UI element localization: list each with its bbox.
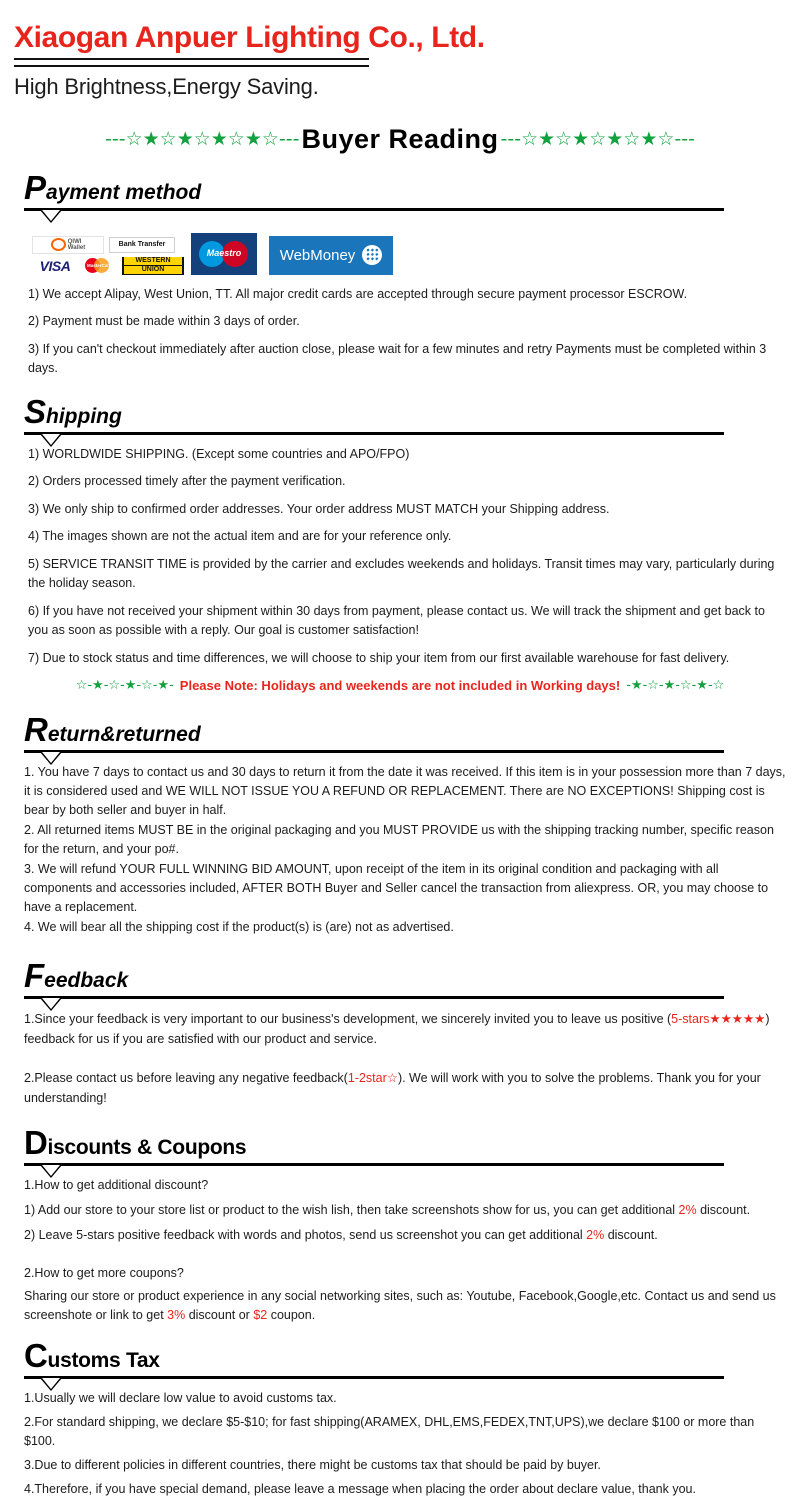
payment-logo-grid [32, 236, 184, 275]
one-star-outline-icon: ☆ [386, 1070, 398, 1085]
discounts-d1-before: 1) Add our store to your store list or product to the wish lish, then take screenshots show for us, you can get additional [24, 1203, 679, 1217]
western-union-line1: WESTERN [124, 257, 182, 265]
discounts-heading-rest: iscounts & Coupons [47, 1136, 247, 1159]
feedback-p2-after: ). We will work with you to solve the problems. Thank you for your understanding! [24, 1071, 761, 1105]
payment-line-3: 3) If you can't checkout immediately after auction close, please wait for a few minutes and retry Payments must be completed within 3 days. [28, 341, 767, 375]
buyer-reading-banner [14, 124, 786, 155]
discounts-d2-percent: 2% [586, 1228, 605, 1242]
discounts-heading-label [24, 1126, 246, 1165]
feedback-heading-label [24, 959, 128, 998]
section-feedback [14, 957, 786, 1108]
discounts-question-1: 1.How to get additional discount? [24, 1178, 209, 1192]
visa-logo: VISA [32, 257, 78, 274]
returns-heading-label [24, 713, 201, 752]
feedback-heading-notch-icon [40, 998, 62, 1011]
discounts-d1-percent: 2% [678, 1203, 697, 1217]
header-double-rule [14, 58, 369, 67]
section-payment-method [14, 168, 786, 379]
discounts-heading-rule [24, 1163, 724, 1166]
payment-heading-rest: ayment method [46, 180, 202, 204]
shipping-line-1: 1) WORLDWIDE SHIPPING. (Except some countries and APO/FPO) [28, 446, 410, 461]
note-stars-left-icon: ☆-★-☆-★-☆-★- [75, 678, 174, 693]
returns-line-4: 4. We will bear all the shipping cost if the product(s) is (are) not as advertised. [24, 920, 454, 934]
customs-heading-rest: ustoms Tax [47, 1349, 160, 1372]
returns-heading-rest: eturn&returned [47, 723, 201, 746]
discounts-d2-before: 2) Leave 5-stars positive feedback with words and photos, send us screenshot you can get additional [24, 1228, 587, 1242]
discounts-item-1 [24, 1201, 786, 1220]
webmoney-logo [269, 236, 393, 275]
qiwi-wallet-logo [32, 236, 104, 254]
five-star-rating-icon: ★★★★★ [709, 1011, 766, 1026]
shipping-heading [14, 392, 786, 445]
feedback-heading [14, 957, 786, 1009]
maestro-logo [191, 233, 257, 275]
qiwi-bottom-label: Wallet [67, 244, 86, 251]
maestro-label: Maestro [206, 247, 242, 258]
discounts-d3-coupon-amount: $2 [253, 1308, 268, 1322]
note-stars-right-icon: -★-☆-★-☆-★-☆ [626, 678, 725, 693]
customs-line-2: 2.For standard shipping, we declare $5-$10; for fast shipping(ARAMEX, DHL,EMS,FEDEX,TNT,UPS),we declare $100 or more than $100. [24, 1415, 755, 1448]
returns-heading-cap: R [24, 711, 48, 748]
discounts-d3-mid: discount or [185, 1308, 254, 1322]
bank-transfer-logo: Bank Transfer [109, 237, 175, 253]
discounts-d1-after: discount. [696, 1203, 751, 1217]
discounts-item-3 [24, 1287, 786, 1325]
payment-heading-notch-icon [40, 210, 62, 223]
company-name: Xiaogan Anpuer Lighting Co., Ltd. [14, 21, 485, 54]
returns-line-1: 1. You have 7 days to contact us and 30 days to return it from the date it was received. If this item is in your possession more than 7 days, it is considered used and WE WILL NOT ISSUE YOU A REFUND OR REPLACEMENT. There are NO EXCEPTIONS! Shipping cost is bear by both seller and buyer in half. [24, 765, 786, 817]
customs-heading [14, 1337, 786, 1389]
discounts-gap [14, 1246, 786, 1264]
feedback-p2-before: 2.Please contact us before leaving any negative feedback( [24, 1071, 348, 1085]
qiwi-text [68, 239, 85, 251]
mastercard-label: MasterCard [87, 263, 112, 268]
shipping-heading-notch-icon [40, 434, 62, 447]
section-shipping [14, 392, 786, 694]
discounts-heading-cap: D [24, 1124, 48, 1161]
returns-heading [14, 711, 786, 763]
western-union-line2: UNION [124, 266, 182, 274]
discounts-d3-percent: 3% [167, 1308, 186, 1322]
discounts-item-2 [24, 1226, 786, 1245]
shipping-line-5: 5) SERVICE TRANSIT TIME is provided by the carrier and excludes weekends and holidays. Transit times may vary, particularly during the holiday season. [28, 556, 775, 590]
western-union-logo [122, 257, 184, 275]
feedback-p1-before: 1.Since your feedback is very important to our business's development, we sincerely invited you to leave us positive ( [24, 1012, 672, 1026]
customs-heading-notch-icon [40, 1378, 62, 1391]
banner-stars-right-icon: ---☆★☆★☆★☆★☆--- [500, 128, 695, 150]
payment-logo-row-top [32, 236, 184, 254]
webmoney-globe-icon [362, 245, 382, 265]
payment-heading-label [24, 168, 202, 210]
banner-stars-left-icon: ---☆★☆★☆★☆★☆--- [105, 128, 300, 150]
feedback-paragraph-2 [24, 1068, 786, 1108]
customs-line-4: 4.Therefore, if you have special demand, please leave a message when placing the order about declare value, thank you. [24, 1482, 696, 1496]
returns-line-2: 2. All returned items MUST BE in the original packaging and you MUST PROVIDE us with the shipping tracking number, specific reason for the return, and your po#. [24, 823, 774, 856]
qiwi-circle-icon [51, 238, 66, 251]
shipping-line-6: 6) If you have not received your shipment within 30 days from payment, please contact us. We will track the shipment and get back to you as soon as possible with a reply. Our goal is customer satisfaction! [28, 603, 765, 637]
customs-heading-cap: C [24, 1337, 48, 1374]
discounts-d3-after: coupon. [267, 1308, 316, 1322]
feedback-paragraph-1 [24, 1009, 786, 1049]
payment-line-1: 1) We accept Alipay, West Union, TT. All major credit cards are accepted through secure payment processor ESCROW. [28, 286, 688, 301]
shipping-heading-cap: S [24, 392, 47, 430]
feedback-p1-after: ) feedback for us if you are satisfied with our product and service. [24, 1012, 770, 1046]
returns-line-3: 3. We will refund YOUR FULL WINNING BID AMOUNT, upon receipt of the item in its original condition and packaging with all components and accessories included, AFTER BOTH Buyer and Seller cancel the transaction from aliexpress. OR, you may choose to have a replacement. [24, 862, 769, 914]
feedback-gap [14, 1057, 786, 1068]
feedback-heading-rule [24, 996, 724, 999]
feedback-heading-cap: F [24, 957, 45, 994]
returns-heading-notch-icon [40, 752, 62, 765]
payment-heading-cap: P [24, 168, 47, 206]
banner-title: Buyer Reading [301, 123, 499, 154]
section-returns [14, 711, 786, 937]
discounts-d3-before: Sharing our store or product experience in any social networking sites, such as: Youtube, Facebook,Google,etc. Contact us and send us screenshote or link to get [24, 1289, 776, 1322]
note-text: Please Note: Holidays and weekends are not included in Working days! [179, 678, 621, 693]
feedback-p2-red: 1-2star [347, 1071, 387, 1085]
shipping-line-2: 2) Orders processed timely after the payment verification. [28, 474, 346, 488]
discounts-heading [14, 1124, 786, 1176]
customs-line-1: 1.Usually we will declare low value to avoid customs tax. [24, 1391, 337, 1405]
page-header [14, 0, 786, 100]
payment-line-2: 2) Payment must be made within 3 days of order. [28, 314, 300, 328]
payment-heading-rule [24, 208, 724, 211]
payment-heading [14, 168, 786, 221]
discounts-d2-after: discount. [604, 1228, 658, 1242]
discounts-heading-notch-icon [40, 1165, 62, 1178]
customs-heading-label [24, 1339, 160, 1378]
shipping-line-3: 3) We only ship to confirmed order addresses. Your order address MUST MATCH your Shipping address. [28, 501, 610, 516]
returns-heading-rule [24, 750, 724, 753]
customs-line-3: 3.Due to different policies in different countries, there might be customs tax that should be paid by buyer. [24, 1458, 601, 1472]
payment-logo-row-bottom [32, 257, 184, 275]
webmoney-label: WebMoney [279, 246, 356, 264]
shipping-heading-rule [24, 432, 724, 435]
feedback-p1-red: 5-stars [671, 1012, 710, 1026]
feedback-heading-rest: eedback [44, 969, 129, 992]
section-discounts [14, 1124, 786, 1325]
shipping-heading-label [24, 392, 122, 434]
customs-heading-rule [24, 1376, 724, 1379]
shipping-note-strip [14, 678, 786, 693]
mastercard-logo [83, 257, 117, 274]
payment-logos [32, 233, 786, 275]
discounts-question-2: 2.How to get more coupons? [24, 1266, 184, 1280]
tagline: High Brightness,Energy Saving. [14, 73, 319, 99]
shipping-line-7: 7) Due to stock status and time differences, we will choose to ship your item from our first available warehouse for fast delivery. [28, 650, 730, 665]
section-customs-tax [14, 1337, 786, 1499]
qiwi-top-label: QIWI [67, 238, 82, 245]
shipping-line-4: 4) The images shown are not the actual item and are for your reference only. [28, 529, 452, 543]
shipping-heading-rest: hipping [46, 404, 122, 428]
